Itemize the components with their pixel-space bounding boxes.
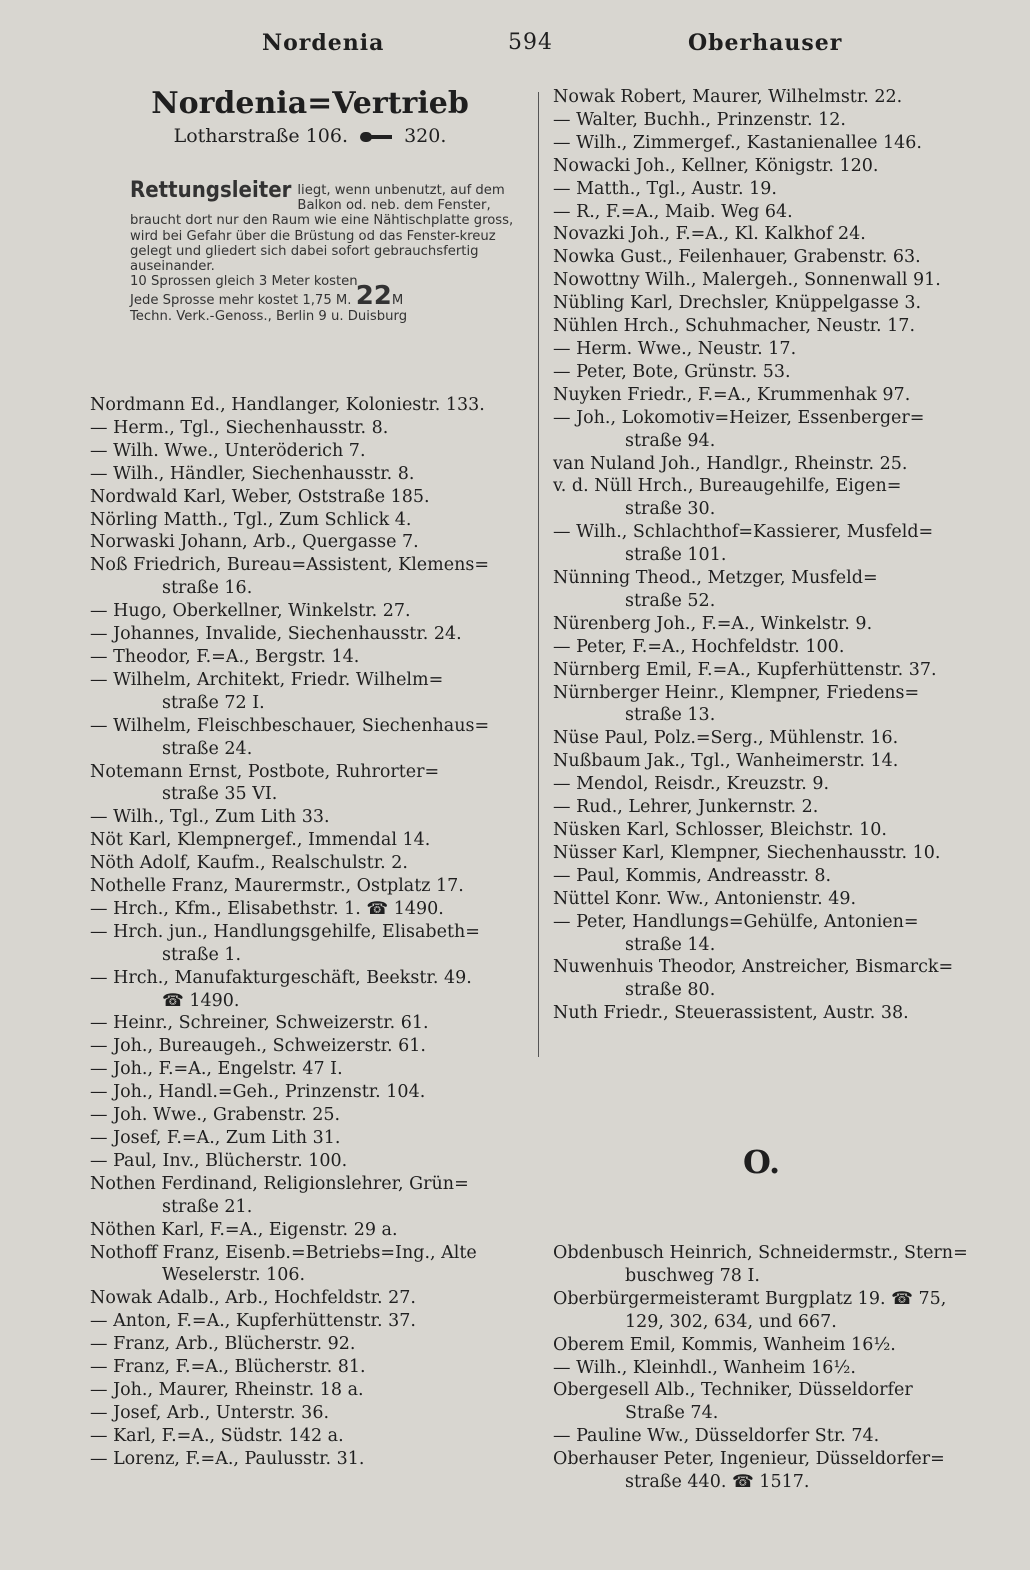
directory-entry: ☎ 1490. bbox=[162, 990, 240, 1011]
directory-entry: — Franz, Arb., Blücherstr. 92. bbox=[90, 1334, 356, 1355]
directory-entry: straße 1. bbox=[162, 944, 242, 965]
directory-entry: — Wilh., Zimmergef., Kastanienallee 146. bbox=[553, 132, 922, 153]
directory-entry: — Hugo, Oberkellner, Winkelstr. 27. bbox=[90, 601, 411, 622]
directory-entry: Nöt Karl, Klempnergef., Immendal 14. bbox=[90, 830, 431, 851]
ad-box-company: Techn. Verk.-Genoss., Berlin 9 u. Duisburg bbox=[130, 308, 408, 324]
directory-entry: — Karl, F.=A., Südstr. 142 a. bbox=[90, 1425, 344, 1446]
right-entry-list-o bbox=[553, 1242, 968, 1494]
column-divider bbox=[538, 92, 539, 1057]
directory-entry: — Paul, Inv., Blücherstr. 100. bbox=[90, 1150, 348, 1171]
directory-entry: straße 72 I. bbox=[162, 692, 265, 713]
directory-entry: straße 16. bbox=[162, 578, 253, 599]
directory-entry: — Mendol, Reisdr., Kreuzstr. 9. bbox=[553, 774, 830, 795]
directory-entry: — Joh., F.=A., Engelstr. 47 I. bbox=[90, 1059, 343, 1080]
directory-entry: — Wilhelm, Fleischbeschauer, Siechenhaus= bbox=[90, 715, 490, 736]
directory-entry: — Joh., Handl.=Geh., Prinzenstr. 104. bbox=[90, 1082, 426, 1103]
directory-entry: straße 52. bbox=[625, 590, 716, 611]
directory-entry: Nöth Adolf, Kaufm., Realschulstr. 2. bbox=[90, 853, 408, 874]
directory-entry: Oberbürgermeisteramt Burgplatz 19. ☎ 75, bbox=[553, 1288, 947, 1309]
advertisement-rettungsleiter bbox=[130, 178, 520, 324]
directory-entry: straße 30. bbox=[625, 499, 716, 520]
left-entry-list bbox=[90, 394, 489, 1471]
directory-entry: 129, 302, 634, und 667. bbox=[625, 1311, 837, 1332]
ad-box-price-line: 10 Sprossen gleich 3 Meter kosten bbox=[130, 274, 358, 290]
directory-entry: Nuwenhuis Theodor, Anstreicher, Bismarck= bbox=[553, 957, 954, 978]
directory-entry: Nothoff Franz, Eisenb.=Betriebs=Ing., Alte bbox=[90, 1242, 477, 1263]
directory-entry: — Peter, F.=A., Hochfeldstr. 100. bbox=[553, 636, 845, 657]
directory-entry: — Hrch., Kfm., Elisabethstr. 1. ☎ 1490. bbox=[90, 898, 444, 919]
directory-entry: — Wilh., Tgl., Zum Lith 33. bbox=[90, 807, 330, 828]
directory-entry: Nühlen Hrch., Schuhmacher, Neustr. 17. bbox=[553, 316, 916, 337]
directory-entry: — Herm. Wwe., Neustr. 17. bbox=[553, 338, 797, 359]
telephone-icon bbox=[360, 130, 392, 144]
directory-entry: van Nuland Joh., Handlgr., Rheinstr. 25. bbox=[553, 453, 908, 474]
directory-entry: straße 35 VI. bbox=[162, 784, 278, 805]
ad-phone: 320. bbox=[404, 125, 447, 147]
directory-entry: — Peter, Bote, Grünstr. 53. bbox=[553, 361, 791, 382]
directory-entry: — Pauline Ww., Düsseldorfer Str. 74. bbox=[553, 1426, 880, 1447]
directory-entry: Nordmann Ed., Handlanger, Koloniestr. 133. bbox=[90, 395, 485, 415]
directory-entry: — Rud., Lehrer, Junkernstr. 2. bbox=[553, 797, 819, 818]
ad-box-price-unit: M bbox=[391, 293, 404, 309]
directory-entry: Noß Friedrich, Bureau=Assistent, Klemens= bbox=[90, 555, 490, 576]
directory-entry: Nürenberg Joh., F.=A., Winkelstr. 9. bbox=[553, 613, 873, 634]
directory-entry: Weselerstr. 106. bbox=[162, 1265, 306, 1286]
directory-entry: straße 14. bbox=[625, 934, 716, 955]
directory-entry: Nowacki Joh., Kellner, Königstr. 120. bbox=[553, 155, 879, 176]
directory-entry: v. d. Nüll Hrch., Bureaugehilfe, Eigen= bbox=[553, 476, 902, 497]
running-head-left: Nordenia bbox=[262, 30, 385, 56]
directory-entry: Nöthen Karl, F.=A., Eigenstr. 29 a. bbox=[90, 1219, 398, 1240]
directory-entry: Nowak Robert, Maurer, Wilhelmstr. 22. bbox=[553, 87, 903, 107]
ad-box-price: 22 bbox=[355, 281, 392, 312]
ad-box-extra-line: Jede Sprosse mehr kostet 1,75 M. bbox=[130, 293, 352, 309]
directory-entry: Nürnberg Emil, F.=A., Kupferhüttenstr. 37. bbox=[553, 659, 937, 680]
directory-entry: straße 24. bbox=[162, 738, 253, 759]
directory-entry: Nowak Adalb., Arb., Hochfeldstr. 27. bbox=[90, 1288, 416, 1309]
directory-entry: Nörling Matth., Tgl., Zum Schlick 4. bbox=[90, 509, 412, 530]
directory-entry: — Wilh. Wwe., Unteröderich 7. bbox=[90, 440, 366, 461]
directory-entry: — Hrch., Manufakturgeschäft, Beekstr. 49. bbox=[90, 967, 472, 988]
directory-entry: Oberhauser Peter, Ingenieur, Düsseldorfer= bbox=[553, 1449, 945, 1470]
directory-entry: Nürnberger Heinr., Klempner, Friedens= bbox=[553, 682, 920, 703]
directory-entry: Oberem Emil, Kommis, Wanheim 16½. bbox=[553, 1334, 896, 1355]
directory-entry: — Wilh., Schlachthof=Kassierer, Musfeld= bbox=[553, 522, 934, 543]
directory-entry: — Anton, F.=A., Kupferhüttenstr. 37. bbox=[90, 1311, 416, 1332]
directory-entry: Straße 74. bbox=[625, 1403, 719, 1424]
directory-entry: buschweg 78 I. bbox=[625, 1265, 760, 1286]
ad-box-text: liegt, wenn unbenutzt, auf dem Balkon od. neb. dem Fenster, braucht dort nur den Raum wie eine Nähtischplatte gross, wird bei Gefahr über die Brüstung od das Fenster-kreuz gelegt und gliedert sich dabei sofort gebrauchsfertig auseinander. bbox=[130, 183, 514, 275]
directory-entry: straße 80. bbox=[625, 980, 716, 1001]
directory-entry: Norwaski Johann, Arb., Quergasse 7. bbox=[90, 532, 419, 553]
directory-entry: Nordwald Karl, Weber, Oststraße 185. bbox=[90, 486, 430, 507]
directory-entry: Nüsser Karl, Klempner, Siechenhausstr. 10. bbox=[553, 842, 941, 863]
directory-entry: Nowottny Wilh., Malergeh., Sonnenwall 91. bbox=[553, 270, 941, 291]
directory-entry: Nothen Ferdinand, Religionslehrer, Grün= bbox=[90, 1173, 469, 1194]
directory-entry: straße 21. bbox=[162, 1196, 253, 1217]
directory-entry: Obergesell Alb., Techniker, Düsseldorfer bbox=[553, 1380, 913, 1401]
directory-entry: — Josef, F.=A., Zum Lith 31. bbox=[90, 1128, 341, 1148]
directory-entry: Nüsken Karl, Schlosser, Bleichstr. 10. bbox=[553, 820, 887, 840]
directory-entry: straße 94. bbox=[625, 430, 716, 451]
directory-entry: — R., F.=A., Maib. Weg 64. bbox=[553, 201, 793, 222]
directory-entry: Novazki Joh., F.=A., Kl. Kalkhof 24. bbox=[553, 224, 866, 245]
directory-entry: — Walter, Buchh., Prinzenstr. 12. bbox=[553, 109, 846, 130]
directory-entry: straße 13. bbox=[625, 705, 716, 726]
directory-entry: Nüse Paul, Polz.=Serg., Mühlenstr. 16. bbox=[553, 728, 899, 749]
directory-entry: Nübling Karl, Drechsler, Knüppelgasse 3. bbox=[553, 293, 922, 314]
ad-box-headline: Rettungsleiter bbox=[130, 178, 292, 203]
ad-address: Lotharstraße 106. bbox=[173, 125, 348, 147]
section-letter: O. bbox=[743, 1143, 781, 1181]
directory-entry: — Franz, F.=A., Blücherstr. 81. bbox=[90, 1357, 366, 1378]
directory-entry: Nuth Friedr., Steuerassistent, Austr. 38. bbox=[553, 1003, 909, 1024]
directory-entry: straße 101. bbox=[625, 545, 727, 566]
directory-entry: — Hrch. jun., Handlungsgehilfe, Elisabeth= bbox=[90, 921, 480, 942]
directory-entry: — Herm., Tgl., Siechenhausstr. 8. bbox=[90, 417, 389, 438]
directory-entry: — Lorenz, F.=A., Paulusstr. 31. bbox=[90, 1448, 365, 1469]
directory-entry: — Joh. Wwe., Grabenstr. 25. bbox=[90, 1105, 341, 1126]
directory-entry: — Heinr., Schreiner, Schweizerstr. 61. bbox=[90, 1013, 429, 1034]
advertisement-nordenia bbox=[110, 86, 510, 147]
directory-entry: — Matth., Tgl., Austr. 19. bbox=[553, 178, 777, 199]
running-head-right: Oberhauser bbox=[688, 30, 843, 56]
directory-entry: Nünning Theod., Metzger, Musfeld= bbox=[553, 568, 878, 589]
directory-entry: Obdenbusch Heinrich, Schneidermstr., Stern= bbox=[553, 1243, 968, 1263]
directory-entry: — Joh., Lokomotiv=Heizer, Essenberger= bbox=[553, 407, 925, 428]
directory-entry: — Joh., Maurer, Rheinstr. 18 a. bbox=[90, 1379, 364, 1400]
ad-address-line bbox=[110, 125, 510, 147]
directory-entry: Nüttel Konr. Ww., Antonienstr. 49. bbox=[553, 888, 857, 909]
directory-entry: Nothelle Franz, Maurermstr., Ostplatz 17. bbox=[90, 876, 464, 897]
directory-entry: — Joh., Bureaugeh., Schweizerstr. 61. bbox=[90, 1036, 426, 1057]
directory-entry: Notemann Ernst, Postbote, Ruhrorter= bbox=[90, 761, 440, 782]
directory-entry: Nußbaum Jak., Tgl., Wanheimerstr. 14. bbox=[553, 751, 899, 772]
right-entry-list bbox=[553, 86, 953, 1025]
directory-entry: — Josef, Arb., Unterstr. 36. bbox=[90, 1402, 330, 1423]
ad-title: Nordenia=Vertrieb bbox=[151, 86, 469, 121]
directory-entry: — Theodor, F.=A., Bergstr. 14. bbox=[90, 646, 360, 667]
directory-entry: — Wilh., Händler, Siechenhausstr. 8. bbox=[90, 463, 415, 484]
directory-entry: Nuyken Friedr., F.=A., Krummenhak 97. bbox=[553, 384, 911, 405]
directory-entry: — Wilhelm, Architekt, Friedr. Wilhelm= bbox=[90, 669, 444, 690]
page-number: 594 bbox=[508, 30, 553, 55]
directory-entry: — Paul, Kommis, Andreasstr. 8. bbox=[553, 865, 832, 886]
directory-entry: Nowka Gust., Feilenhauer, Grabenstr. 63. bbox=[553, 247, 921, 268]
directory-entry: — Wilh., Kleinhdl., Wanheim 16½. bbox=[553, 1357, 856, 1378]
directory-entry: — Peter, Handlungs=Gehülfe, Antonien= bbox=[553, 911, 919, 932]
directory-entry: straße 440. ☎ 1517. bbox=[625, 1472, 810, 1493]
left-column bbox=[90, 86, 520, 1469]
directory-entry: — Johannes, Invalide, Siechenhausstr. 24. bbox=[90, 624, 462, 645]
